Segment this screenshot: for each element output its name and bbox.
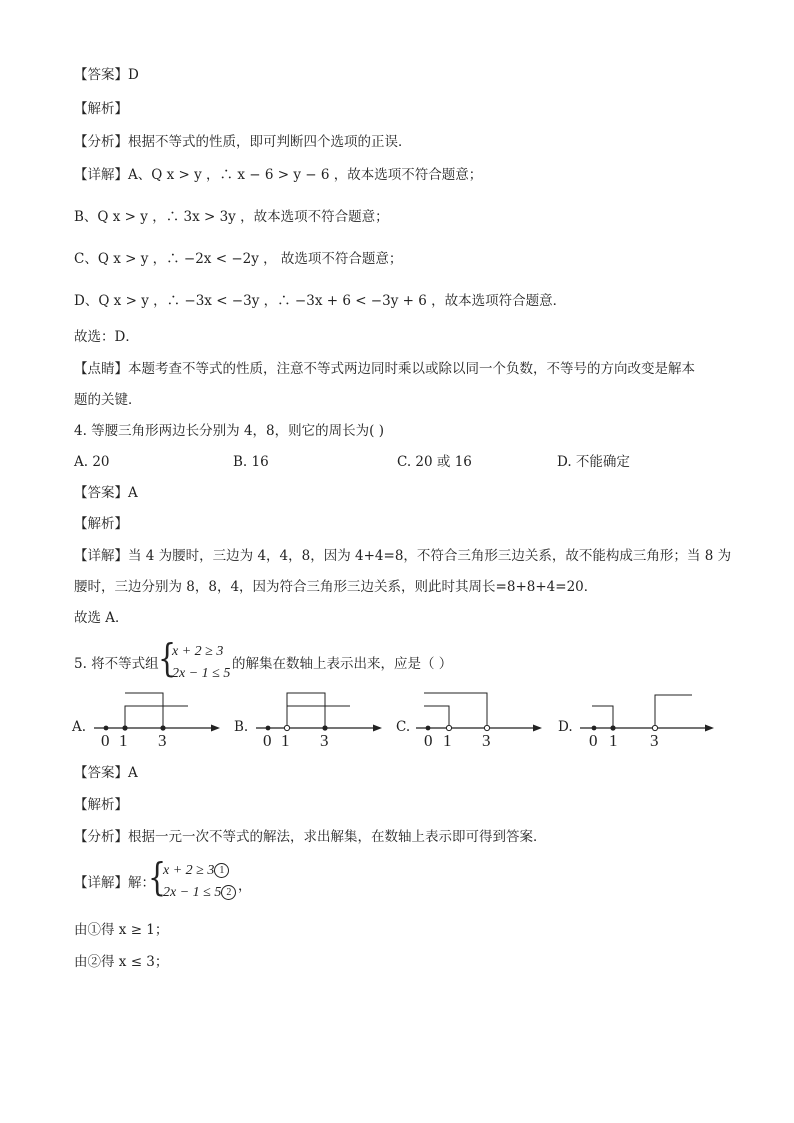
q5-answer: 【答案】A bbox=[74, 765, 138, 781]
q5-option-a-numberline bbox=[92, 690, 222, 750]
q5-a-tick-3: 3 bbox=[158, 731, 167, 750]
q4-option-a: A. 20 bbox=[74, 454, 110, 470]
q5-stem-suffix: 的解集在数轴上表示出来，应是（ ） bbox=[232, 656, 453, 672]
q5-option-b-numberline bbox=[254, 690, 384, 750]
q5-a-tick-1: 1 bbox=[119, 731, 128, 750]
q4-option-b: B. 16 bbox=[233, 454, 269, 470]
q5-brace: { bbox=[158, 636, 177, 680]
q5-b-tick-3: 3 bbox=[320, 731, 329, 750]
q5-d-tick-0: 0 bbox=[589, 731, 598, 750]
q5-analysis-heading: 【解析】 bbox=[74, 797, 128, 813]
q5-detail-brace: { bbox=[148, 855, 167, 899]
q3-answer: 【答案】D bbox=[74, 67, 139, 83]
q5-system-line1: x + 2 ≥ 3 bbox=[172, 644, 224, 659]
q5-d-tick-3: 3 bbox=[650, 731, 659, 750]
q3-analysis: 【分析】根据不等式的性质，即可判断四个选项的正误． bbox=[74, 134, 412, 150]
q3-detail-c: C、Q x > y ，∴ −2x < −2y ， 故选项不符合题意； bbox=[74, 251, 403, 267]
q5-analysis: 【分析】根据一元一次不等式的解法，求出解集，在数轴上表示即可得到答案． bbox=[74, 829, 547, 845]
q5-option-a-label: A. bbox=[72, 719, 87, 735]
q4-stem: 4. 等腰三角形两边长分别为 4，8，则它的周长为( ) bbox=[74, 423, 384, 439]
q5-option-c-label: C. bbox=[396, 719, 411, 735]
q5-c-tick-1: 1 bbox=[443, 731, 452, 750]
q3-detail-d: D、Q x > y ，∴ −3x < −3y ，∴ −3x + 6 < −3y + 6 ，故本选项符合题意． bbox=[74, 293, 567, 309]
q4-option-d: D. 不能确定 bbox=[557, 454, 630, 470]
q3-detail-b: B、Q x > y ，∴ 3x > 3y ，故本选项不符合题意； bbox=[74, 209, 389, 225]
q5-b-tick-0: 0 bbox=[263, 731, 272, 750]
q5-a-tick-0: 0 bbox=[101, 731, 110, 750]
q5-d-tick-1: 1 bbox=[609, 731, 618, 750]
q5-step2: 由②得 x ≤ 3； bbox=[74, 954, 169, 970]
q5-stem-prefix: 5. 将不等式组 bbox=[74, 656, 159, 672]
q5-c-tick-0: 0 bbox=[424, 731, 433, 750]
q5-option-d-label: D. bbox=[558, 719, 573, 735]
q5-option-b-label: B. bbox=[234, 719, 249, 735]
q3-detail-a: 【详解】A、Q x > y ，∴ x − 6 > y − 6 ，故本选项不符合题意； bbox=[74, 167, 483, 183]
q4-detail-line1: 【详解】当 4 为腰时，三边为 4，4，8，因为 4+4=8，不符合三角形三边关系，故不能构成三角形；当 8 为 bbox=[74, 548, 732, 564]
q5-detail-comma: ， bbox=[238, 878, 252, 894]
q5-option-c-numberline bbox=[414, 690, 544, 750]
q5-system-line2: 2x − 1 ≤ 5 bbox=[172, 666, 231, 681]
circled-one: 1 bbox=[214, 863, 229, 878]
q4-detail-line2: 腰时，三边分别为 8，8，4，因为符合三角形三边关系，则此时其周长=8+8+4=20． bbox=[74, 579, 598, 595]
q4-choice: 故选 A． bbox=[74, 610, 129, 626]
q4-option-c: C. 20 或 16 bbox=[397, 454, 472, 470]
circled-two: 2 bbox=[221, 885, 236, 900]
q5-detail-system-line1: x + 2 ≥ 3 1 bbox=[163, 860, 229, 881]
q3-comment-line2: 题的关键． bbox=[74, 392, 142, 408]
q5-option-d-numberline bbox=[578, 690, 718, 750]
q3-comment-line1: 【点睛】本题考查不等式的性质，注意不等式两边同时乘以或除以同一个负数，不等号的方向改变是解本 bbox=[74, 361, 695, 377]
q4-analysis-heading: 【解析】 bbox=[74, 516, 128, 532]
q5-detail-system-line2: 2x − 1 ≤ 5 2 bbox=[163, 882, 236, 903]
q5-step1: 由①得 x ≥ 1； bbox=[74, 922, 169, 938]
q5-b-tick-1: 1 bbox=[281, 731, 290, 750]
q3-choice: 故选：D． bbox=[74, 329, 139, 345]
q4-answer: 【答案】A bbox=[74, 485, 138, 501]
q5-detail-prefix: 【详解】解： bbox=[74, 875, 155, 891]
q5-c-tick-3: 3 bbox=[482, 731, 491, 750]
q3-analysis-heading: 【解析】 bbox=[74, 101, 128, 117]
